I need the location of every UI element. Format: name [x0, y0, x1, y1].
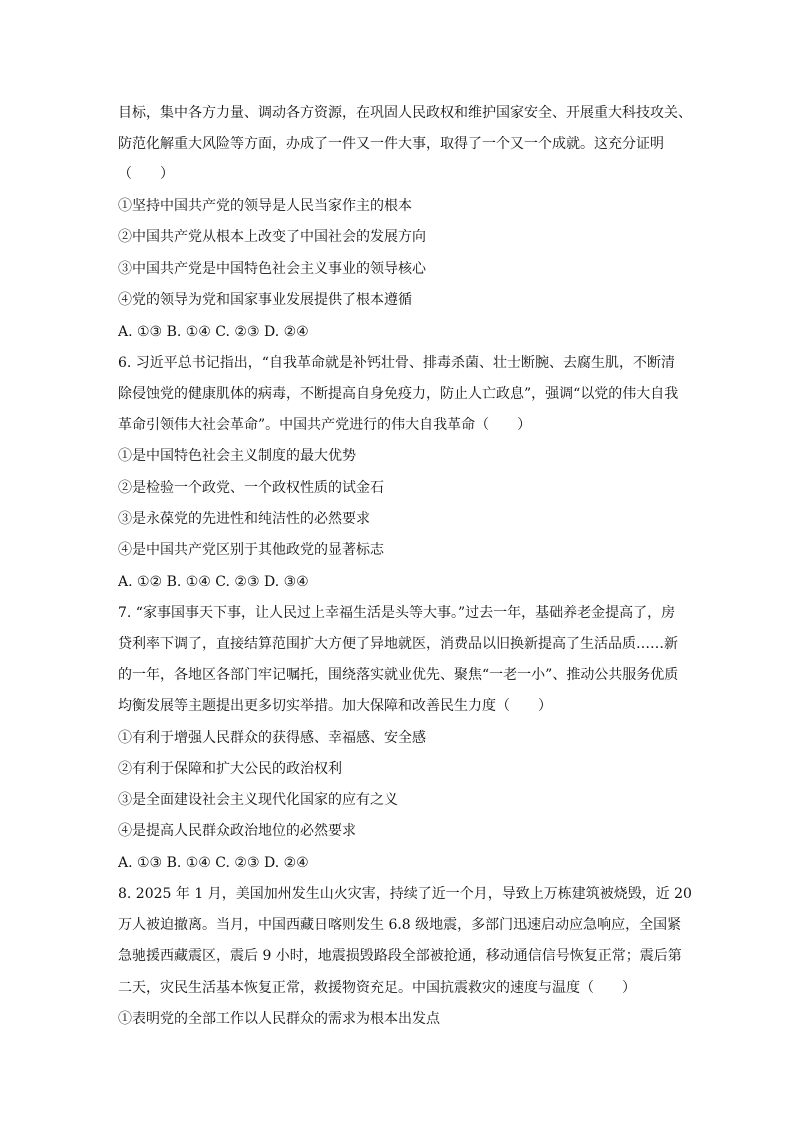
q6-option-3: ③是永葆党的先进性和纯洁性的必然要求: [118, 511, 370, 527]
q8-stem-line-4: 二天，灾民生活基本恢复正常，救援物资充足。中国抗震救灾的速度与温度（ ）: [118, 980, 636, 996]
q6-stem-line-1: 6. 习近平总书记指出，“自我革命就是补钙壮骨、排毒杀菌、壮士断腕、去腐生肌，不断清: [118, 355, 675, 371]
q7-option-4: ④是提高人民群众政治地位的必然要求: [118, 823, 356, 839]
q7-choices: A. ①③ B. ①④ C. ②③ D. ②④: [118, 855, 309, 871]
q6-stem-line-3: 革命引领伟大社会革命”。中国共产党进行的伟大自我革命（ ）: [118, 417, 532, 433]
q6-option-2: ②是检验一个政党、一个政权性质的试金石: [118, 480, 384, 496]
q5-choices: A. ①③ B. ①④ C. ②③ D. ②④: [118, 324, 309, 340]
q6-choices: A. ①② B. ①④ C. ②③ D. ③④: [118, 574, 309, 590]
q7-option-1: ①有利于增强人民群众的获得感、幸福感、安全感: [118, 730, 426, 746]
q8-stem-line-1: 8. 2025 年 1 月，美国加州发生山火灾害，持续了近一个月，导致上万栋建筑被烧毁，近 20: [118, 886, 692, 902]
q6-stem-line-2: 除侵蚀党的健康肌体的病毒，不断提高自身免疫力，防止人亡政息”，强调“以党的伟大自我: [118, 386, 679, 402]
q7-option-2: ②有利于保障和扩大公民的政治权利: [118, 761, 342, 777]
q7-stem-line-4: 均衡发展等主题提出更多切实举措。加大保障和改善民生力度（ ）: [118, 698, 552, 714]
answer-parentheses: （ ）: [118, 166, 174, 182]
q8-stem-line-2: 万人被迫撤离。当月，中国西藏日喀则发生 6.8 级地震，多部门迅速启动应急响应，全国紧: [118, 917, 682, 933]
q6-option-1: ①是中国特色社会主义制度的最大优势: [118, 448, 356, 464]
q5-option-3: ③中国共产党是中国特色社会主义事业的领导核心: [118, 261, 426, 277]
q5-option-2: ②中国共产党从根本上改变了中国社会的发展方向: [118, 229, 426, 245]
intro-line-2: 防范化解重大风险等方面，办成了一件又一件大事，取得了一个又一个成就。这充分证明: [118, 136, 664, 152]
q6-option-4: ④是中国共产党区别于其他政党的显著标志: [118, 542, 384, 558]
q7-option-3: ③是全面建设社会主义现代化国家的应有之义: [118, 792, 398, 808]
q7-stem-line-2: 贷利率下调了，直接结算范围扩大方便了异地就医，消费品以旧换新提高了生活品质……新: [118, 636, 678, 652]
q7-stem-line-1: 7. “家事国事天下事，让人民过上幸福生活是头等大事。”过去一年，基础养老金提高了，房: [118, 605, 676, 621]
intro-line-1: 目标，集中各方力量、调动各方资源，在巩固人民政权和维护国家安全、开展重大科技攻关、: [118, 105, 692, 121]
q5-option-4: ④党的领导为党和国家事业发展提供了根本遵循: [118, 292, 412, 308]
q8-stem-line-3: 急驰援西藏震区，震后 9 小时，地震损毁路段全部被抢通，移动通信信号恢复正常；震后第: [118, 948, 682, 964]
q5-option-1: ①坚持中国共产党的领导是人民当家作主的根本: [118, 198, 412, 214]
q7-stem-line-3: 的一年，各地区各部门牢记嘱托，围绕落实就业优先、聚焦“一老一小”、推动公共服务优质: [118, 667, 679, 683]
q8-option-1: ①表明党的全部工作以人民群众的需求为根本出发点: [118, 1011, 440, 1027]
